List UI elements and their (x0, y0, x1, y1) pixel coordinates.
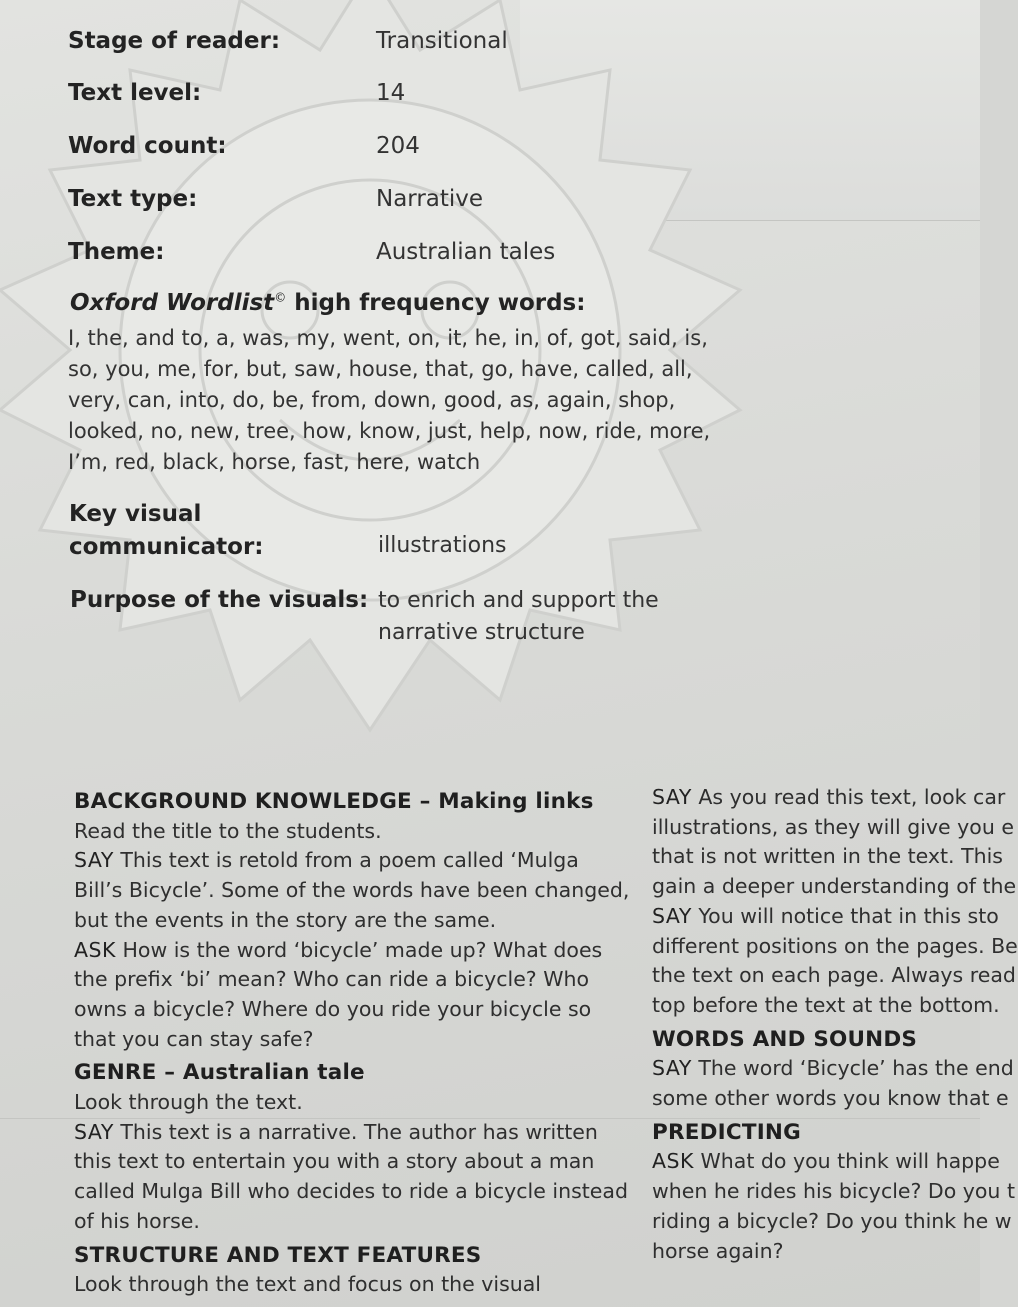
meta-label: Text type: (68, 186, 198, 212)
say-line (74, 1118, 622, 1148)
section-title: GENRE (74, 1060, 157, 1086)
predicting-heading: PREDICTING (652, 1119, 801, 1145)
body-line: that you can stay safe? (74, 1026, 314, 1051)
say-keyword: SAY (652, 785, 692, 809)
wordlist-line: I’m, red, black, horse, fast, here, watch (68, 450, 481, 474)
body-line: top before the text at the bottom. (652, 992, 1000, 1017)
copyright-mark: © (274, 290, 287, 305)
say-text: You will notice that in this sto (691, 903, 999, 928)
background-heading (74, 787, 622, 817)
key-visual-label (69, 498, 264, 564)
body-line: this text to entertain you with a story about a man (74, 1149, 595, 1174)
body-line: some other words you know that e (652, 1086, 1009, 1111)
meta-value: Transitional (376, 28, 508, 54)
body-line: riding a bicycle? Do you think he w (652, 1208, 1012, 1233)
body-line: Bill’s Bicycle’. Some of the words have been changed, (74, 878, 630, 903)
wordlist-line: I, the, and to, a, was, my, went, on, it, he, in, of, got, said, is, (68, 326, 708, 350)
meta-value: 14 (376, 80, 406, 106)
ask-text: What do you think will happe (693, 1149, 1000, 1174)
right-column (652, 783, 1018, 1266)
body-line: when he rides his bicycle? Do you t (652, 1179, 1015, 1204)
body-line: but the events in the story are the same. (74, 907, 497, 932)
purpose-value (378, 585, 698, 649)
wordlist-line: very, can, into, do, be, from, down, good, as, again, shop, (68, 388, 676, 412)
say-text: This text is a narrative. The author has written (113, 1119, 598, 1144)
body-line: the prefix ‘bi’ mean? Who can ride a bicycle? Who (74, 967, 590, 992)
meta-label: Word count: (68, 133, 227, 159)
meta-label: Text level: (68, 80, 202, 106)
meta-label: Stage of reader: (68, 28, 281, 54)
words-sounds-heading: WORDS AND SOUNDS (652, 1026, 918, 1052)
say-text: The word ‘Bicycle’ has the end (691, 1056, 1014, 1081)
ask-keyword: ASK (74, 937, 116, 962)
wordlist-line: so, you, me, for, but, saw, house, that, go, have, called, all, (68, 357, 693, 381)
genre-heading (74, 1058, 622, 1088)
ask-line (74, 936, 622, 966)
say-text: This text is retold from a poem called ‘Mulga (113, 848, 579, 873)
dash: – (411, 789, 439, 814)
say-text: As you read this text, look car (691, 785, 1006, 809)
dash: – (156, 1060, 183, 1086)
key-visual-value: illustrations (378, 533, 507, 558)
body-line: Look through the text. (74, 1090, 303, 1115)
body-line: Look through the text and focus on the visual (74, 1272, 542, 1297)
key-visual-label-line: communicator: (69, 534, 264, 560)
meta-value: Australian tales (376, 239, 556, 265)
body-line: horse again? (652, 1238, 784, 1263)
say-keyword: SAY (652, 1056, 692, 1081)
section-title: BACKGROUND KNOWLEDGE (74, 789, 412, 814)
key-visual-label-line: Key visual (69, 501, 202, 527)
meta-label: Theme: (68, 239, 165, 265)
say-keyword: SAY (652, 903, 692, 928)
say-line (652, 783, 1006, 813)
section-subtitle: Making links (438, 789, 594, 814)
wordlist-heading-rest: high frequency words: (286, 290, 586, 316)
purpose-label: Purpose of the visuals: (70, 587, 369, 613)
section-subtitle: Australian tale (182, 1060, 365, 1086)
wordlist-brand: Oxford Wordlist (70, 290, 275, 316)
say-keyword: SAY (74, 1119, 114, 1144)
ask-keyword: ASK (652, 1149, 694, 1174)
meta-value: Narrative (376, 186, 484, 212)
body-line: called Mulga Bill who decides to ride a bicycle instead (74, 1179, 628, 1204)
say-line (652, 902, 999, 932)
wordlist-line: looked, no, new, tree, how, know, just, help, now, ride, more, (68, 419, 711, 443)
ask-line (652, 1147, 1000, 1177)
body-line: of his horse. (74, 1208, 200, 1233)
say-line (652, 1054, 1014, 1084)
body-line: gain a deeper understanding of the (652, 874, 1017, 899)
left-column (74, 787, 630, 1300)
purpose-line: to enrich and support the (378, 588, 659, 613)
say-line (74, 846, 622, 876)
structure-heading: STRUCTURE AND TEXT FEATURES (74, 1242, 482, 1268)
purpose-line: narrative structure (378, 620, 585, 645)
body-line: the text on each page. Always read (652, 963, 1016, 988)
meta-value: 204 (376, 133, 420, 159)
wordlist-words (68, 323, 728, 478)
say-keyword: SAY (74, 848, 114, 873)
body-line: Read the title to the students. (74, 818, 382, 843)
body-line: illustrations, as they will give you e (652, 814, 1014, 839)
wordlist-heading (70, 290, 585, 316)
ask-text: How is the word ‘bicycle’ made up? What does (115, 937, 603, 962)
body-line: owns a bicycle? Where do you ride your bicycle so (74, 996, 592, 1021)
body-line: that is not written in the text. This (652, 844, 1003, 869)
body-line: different positions on the pages. Be (652, 933, 1018, 958)
